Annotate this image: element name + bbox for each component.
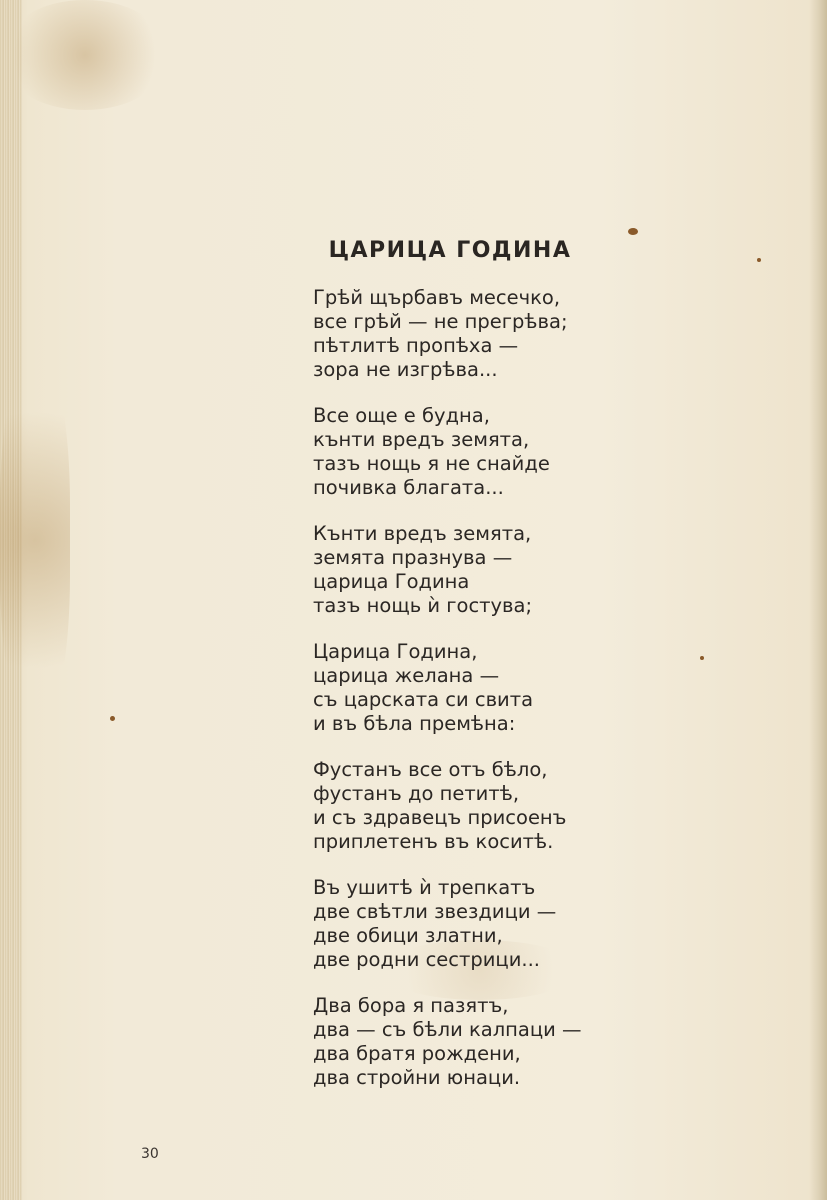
poem-line: земята празнува — bbox=[313, 546, 513, 569]
poem-line: Грѣй щърбавъ месечко, bbox=[313, 286, 561, 309]
poem-line: фустанъ до петитѣ, bbox=[313, 782, 520, 805]
ink-spot bbox=[628, 228, 638, 235]
page-edge-right bbox=[809, 0, 827, 1200]
ink-spot bbox=[110, 716, 115, 721]
poem-line: зора не изгрѣва... bbox=[313, 358, 498, 381]
poem-line: две свѣтли звездици — bbox=[313, 900, 557, 923]
poem-line: тазъ нощь я не снайде bbox=[313, 452, 550, 475]
poem-line: две обици златни, bbox=[313, 924, 503, 947]
ink-spot bbox=[700, 656, 704, 660]
poem-line: Два бора я пазятъ, bbox=[313, 994, 509, 1017]
poem-line: Въ ушитѣ ѝ трепкатъ bbox=[313, 876, 536, 899]
page-number: 30 bbox=[141, 1146, 159, 1162]
poem-line: Царица Година, bbox=[313, 640, 478, 663]
poem-line: Все още е будна, bbox=[313, 404, 490, 427]
poem-line: и въ бѣла премѣна: bbox=[313, 712, 516, 735]
poem-title: ЦАРИЦА ГОДИНА bbox=[328, 238, 572, 263]
stanza bbox=[313, 876, 613, 972]
poem-line: кънти вредъ земята, bbox=[313, 428, 530, 451]
stanza bbox=[313, 994, 613, 1090]
stanza bbox=[313, 640, 613, 736]
poem-line: и съ здравецъ присоенъ bbox=[313, 806, 567, 829]
poem-body bbox=[313, 286, 613, 1112]
poem-line: царица Година bbox=[313, 570, 470, 593]
poem-line: два — съ бѣли калпаци — bbox=[313, 1018, 582, 1041]
poem-line: Фустанъ все отъ бѣло, bbox=[313, 758, 548, 781]
poem-line: приплетенъ въ коситѣ. bbox=[313, 830, 554, 853]
stanza bbox=[313, 758, 613, 854]
poem-line: тазъ нощь ѝ гостува; bbox=[313, 594, 533, 617]
paper-stain bbox=[0, 360, 70, 720]
poem-line: все грѣй — не прегрѣва; bbox=[313, 310, 568, 333]
stanza bbox=[313, 286, 613, 382]
poem-line: съ царската си свита bbox=[313, 688, 534, 711]
poem-line: два стройни юнаци. bbox=[313, 1066, 521, 1089]
paper-stain bbox=[0, 0, 170, 110]
poem-line: пѣтлитѣ пропѣха — bbox=[313, 334, 519, 357]
stanza bbox=[313, 522, 613, 618]
poem-line: два братя рождени, bbox=[313, 1042, 521, 1065]
poem-line: две родни сестрици... bbox=[313, 948, 540, 971]
poem-line: почивка благата... bbox=[313, 476, 504, 499]
stanza bbox=[313, 404, 613, 500]
poem-line: царица желана — bbox=[313, 664, 500, 687]
poem-line: Кънти вредъ земята, bbox=[313, 522, 532, 545]
ink-spot bbox=[757, 258, 761, 262]
